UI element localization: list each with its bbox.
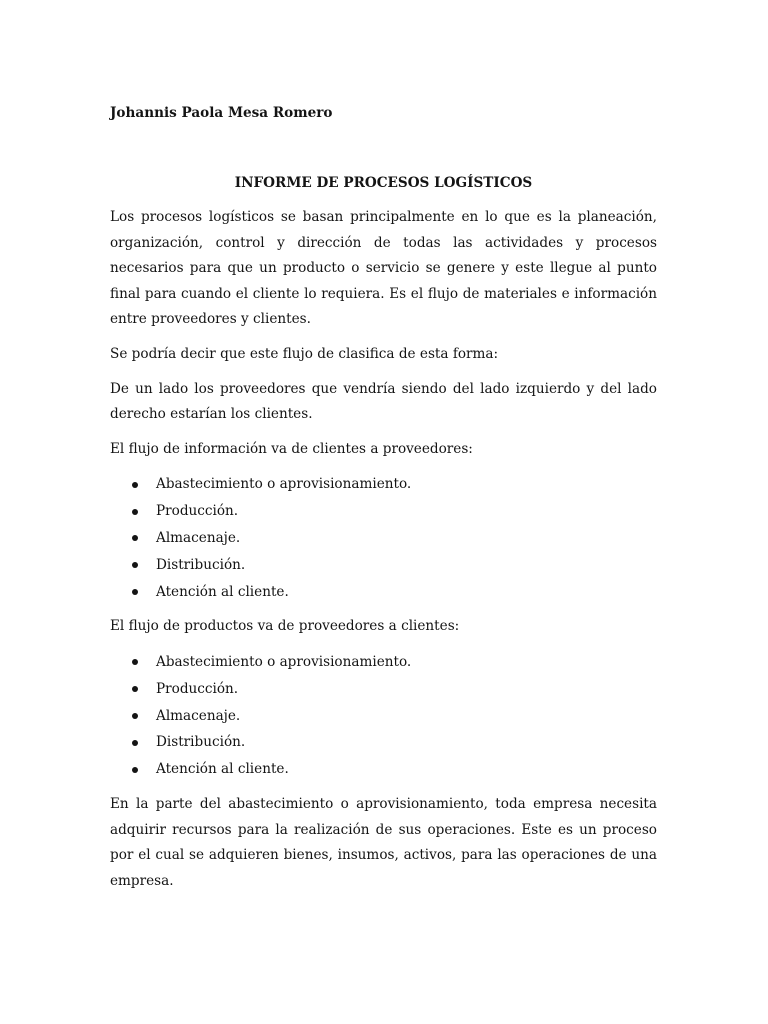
- product-flow-list: [110, 649, 657, 783]
- bullet-icon: [132, 562, 138, 568]
- list-item-text: Producción.: [156, 503, 239, 520]
- list-item: [110, 471, 657, 498]
- list-item: [110, 756, 657, 783]
- bullet-icon: [132, 482, 138, 488]
- bullet-icon: [132, 659, 138, 665]
- paragraph-product-flow: El flujo de productos va de proveedores a clientes:: [110, 618, 460, 635]
- paragraph-sides: De un lado los proveedores que vendría siendo del lado izquierdo y del lado derecho estarían los clientes.: [110, 380, 657, 423]
- list-item-text: Atención al cliente.: [156, 761, 289, 778]
- document-title: INFORME DE PROCESOS LOGÍSTICOS: [234, 175, 533, 191]
- bullet-icon: [132, 767, 138, 773]
- list-item-text: Abastecimiento o aprovisionamiento.: [156, 653, 412, 670]
- paragraph-classification: Se podría decir que este flujo de clasifica de esta forma:: [110, 345, 499, 362]
- bullet-icon: [132, 740, 138, 746]
- author-name: Johannis Paola Mesa Romero: [110, 105, 333, 121]
- list-item: [110, 649, 657, 676]
- bullet-icon: [132, 686, 138, 692]
- list-item-text: Almacenaje.: [156, 529, 241, 546]
- document-content: [110, 101, 657, 889]
- document-body: [110, 205, 657, 903]
- list-item: [110, 703, 657, 730]
- list-item: [110, 676, 657, 703]
- list-item-text: Producción.: [156, 680, 239, 697]
- bullet-icon: [132, 713, 138, 719]
- list-item: [110, 552, 657, 579]
- information-flow-list: [110, 471, 657, 605]
- list-item: [110, 579, 657, 606]
- bullet-icon: [132, 535, 138, 541]
- paragraph-supply: En la parte del abastecimiento o aprovisionamiento, toda empresa necesita adquirir recursos para la realización de sus operaciones. Este es un proceso por el cual se adquieren bienes, insumos, activos, para las operaciones de una empresa.: [110, 795, 657, 889]
- paragraph-intro: Los procesos logísticos se basan principalmente en lo que es la planeación, organización, control y dirección de todas las actividades y procesos necesarios para que un producto o servicio se genere y este llegue al punto final para cuando el cliente lo requiera. Es el flujo de materiales e información entre proveedores y clientes.: [110, 209, 657, 328]
- list-item-text: Abastecimiento o aprovisionamiento.: [156, 476, 412, 493]
- list-item-text: Distribución.: [156, 734, 246, 751]
- list-item-text: Almacenaje.: [156, 707, 241, 724]
- list-item: [110, 729, 657, 756]
- bullet-icon: [132, 589, 138, 595]
- list-item: [110, 525, 657, 552]
- paragraph-information-flow: El flujo de información va de clientes a proveedores:: [110, 440, 473, 457]
- bullet-icon: [132, 509, 138, 515]
- list-item: [110, 498, 657, 525]
- list-item-text: Atención al cliente.: [156, 583, 289, 600]
- list-item-text: Distribución.: [156, 556, 246, 573]
